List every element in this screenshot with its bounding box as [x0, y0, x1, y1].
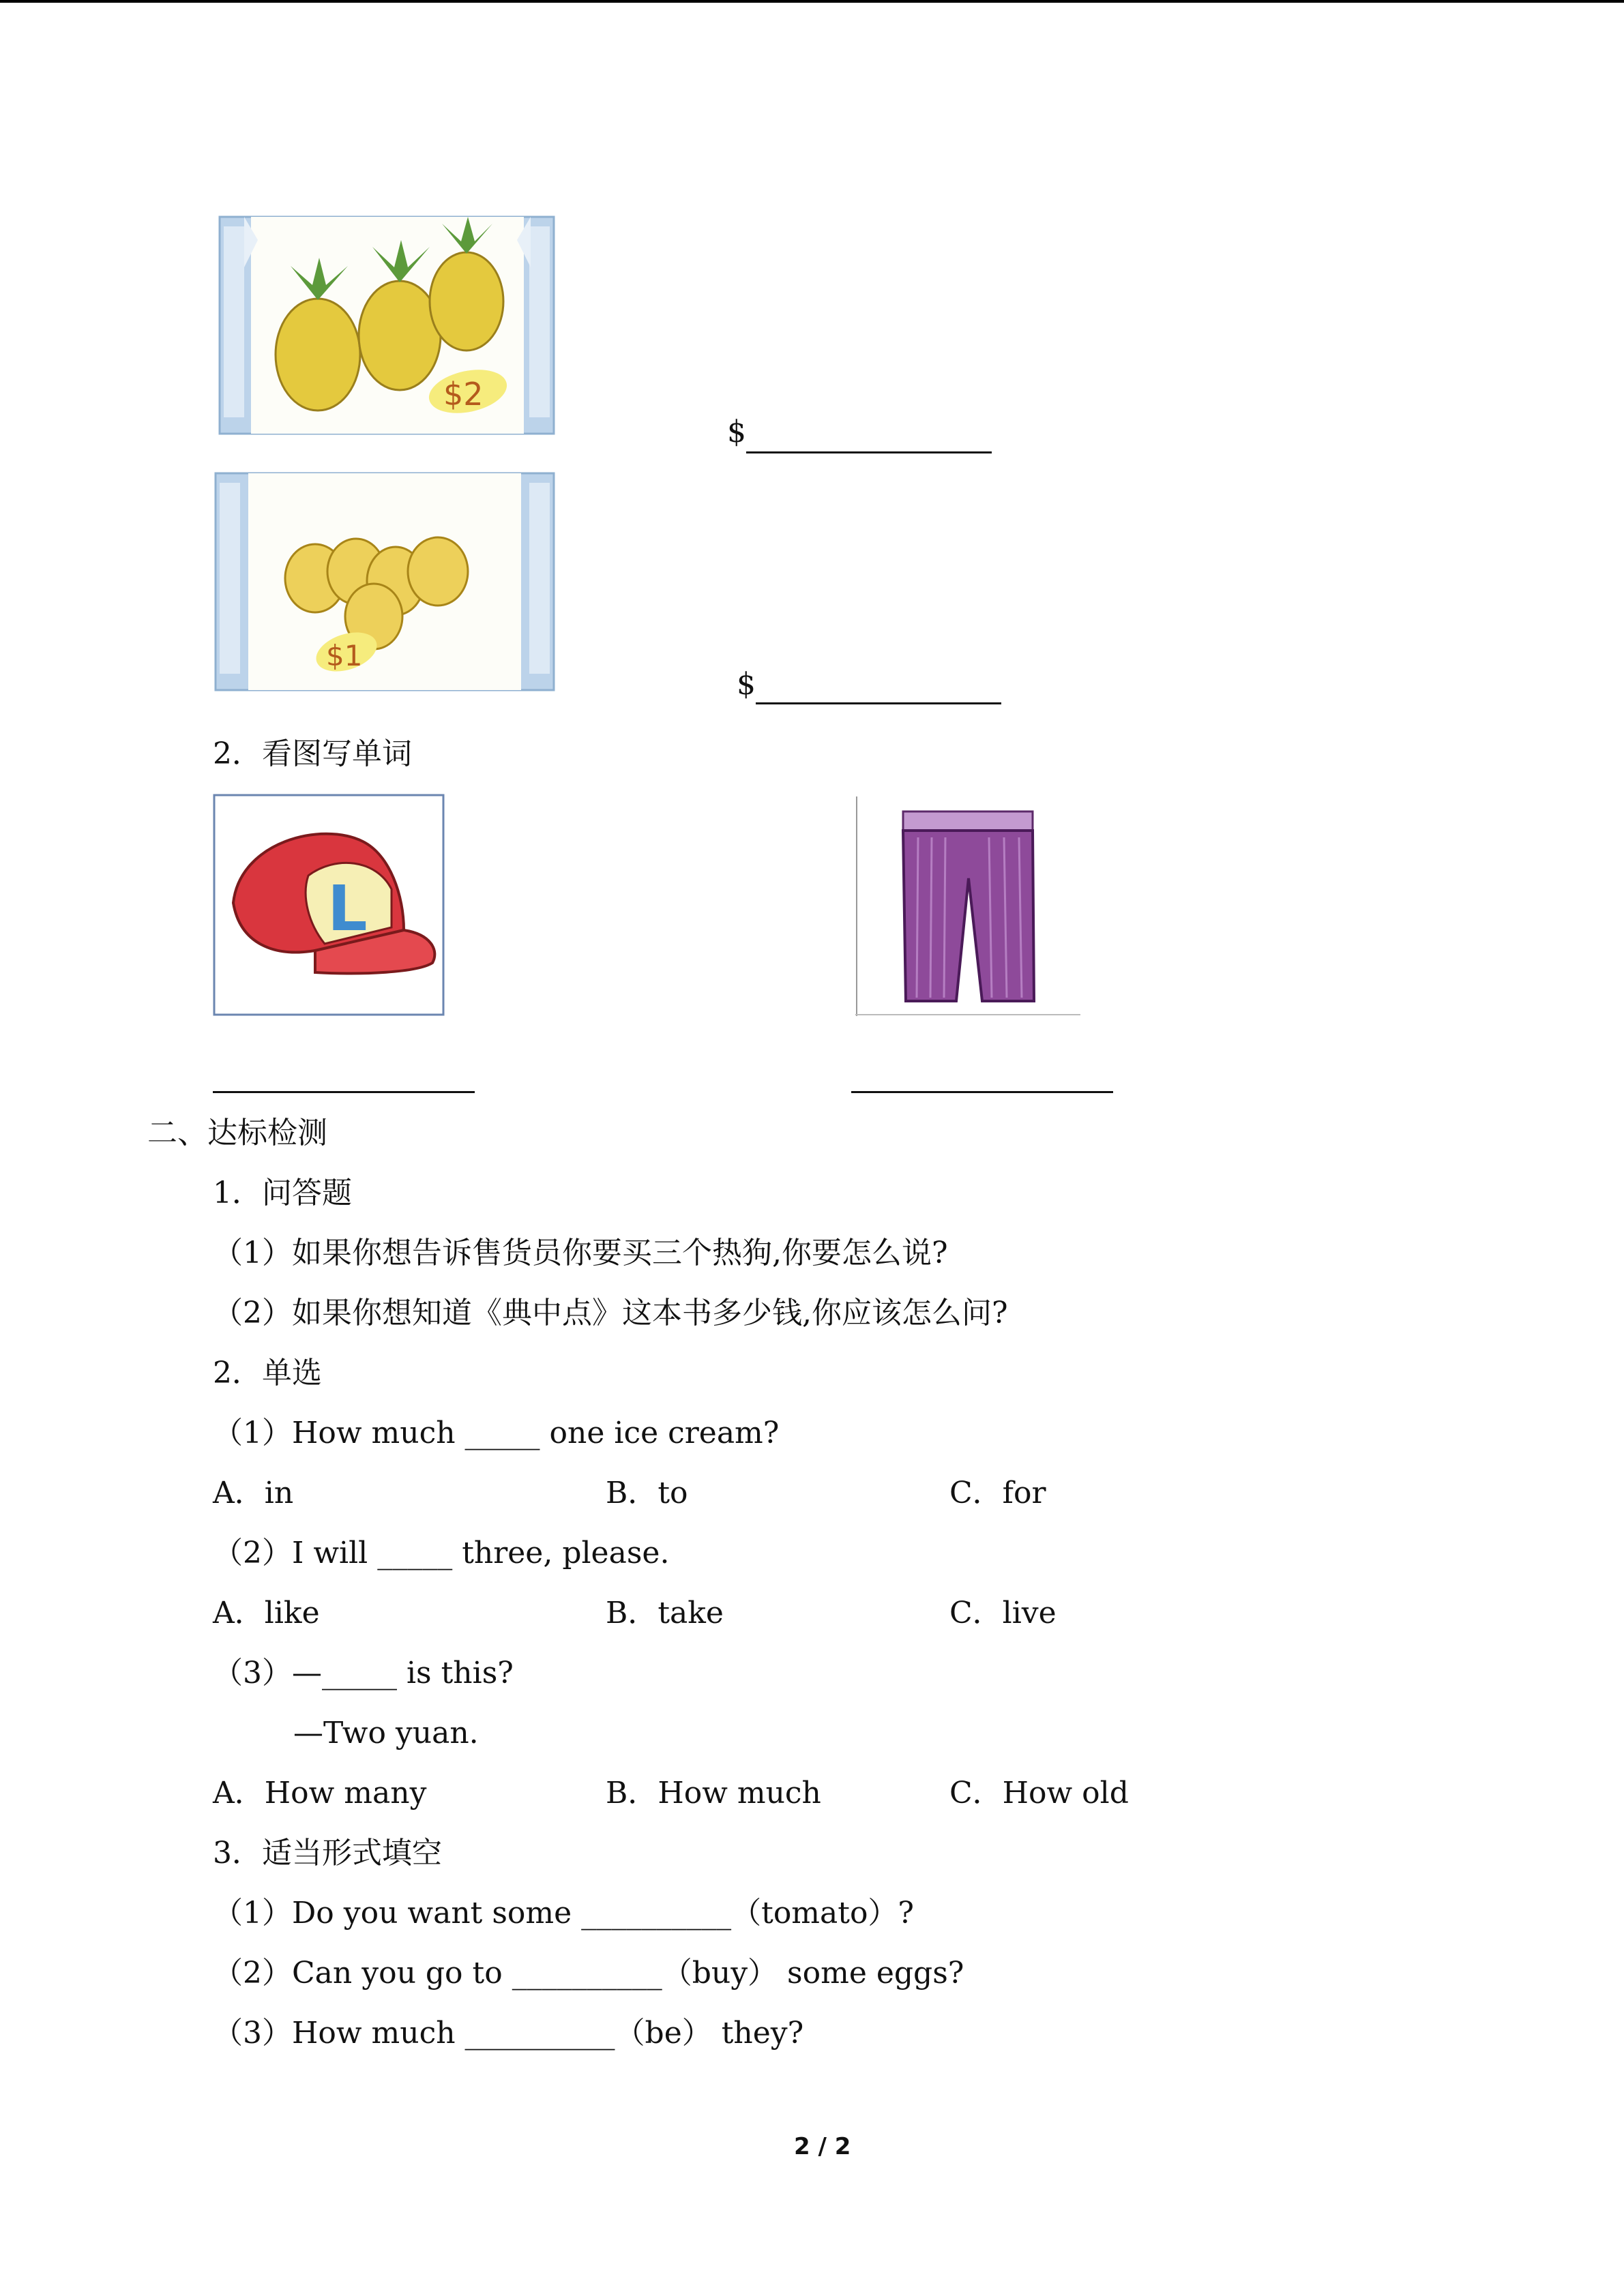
option-b[interactable]: B．take: [606, 1596, 724, 1630]
answer-blank[interactable]: [851, 1091, 1113, 1093]
answer-blank[interactable]: [756, 702, 1001, 704]
answer-blank[interactable]: [746, 451, 992, 453]
page-number: 2 / 2: [794, 2133, 851, 2160]
option-b[interactable]: B．How much: [606, 1776, 821, 1810]
answer-blank[interactable]: [213, 1091, 475, 1093]
option-b[interactable]: B．to: [606, 1476, 688, 1510]
pants-icon: [855, 796, 1080, 1016]
cap-icon: [213, 794, 445, 1016]
option-a[interactable]: A．How many: [213, 1776, 427, 1810]
section-title: 二、达标检测: [147, 1116, 327, 1150]
question-title: 3．适当形式填空: [213, 1836, 442, 1870]
fill-item: （1）Do you want some __________（tomato）?: [213, 1896, 915, 1930]
currency-sign: $: [737, 667, 756, 702]
question-item: （1）如果你想告诉售货员你要买三个热狗,你要怎么说?: [213, 1236, 948, 1270]
question-title: 1．问答题: [213, 1176, 352, 1210]
price-tag-label: $2: [443, 376, 484, 413]
price-tag-label: $1: [326, 639, 363, 672]
top-border: [0, 0, 1624, 3]
option-c[interactable]: C．for: [949, 1476, 1046, 1510]
option-a[interactable]: A．like: [213, 1596, 320, 1630]
cap-letter: L: [327, 872, 368, 945]
question-item: （2）如果你想知道《典中点》这本书多少钱,你应该怎么问?: [213, 1296, 1008, 1330]
option-c[interactable]: C．How old: [949, 1776, 1129, 1810]
dialogue-answer: —Two yuan.: [293, 1716, 479, 1750]
currency-sign: $: [727, 415, 746, 449]
pears-price-card: [213, 469, 559, 694]
question-stem: （3）—_____ is this?: [213, 1656, 514, 1690]
option-c[interactable]: C．live: [949, 1596, 1057, 1630]
pineapples-price-card: [217, 213, 558, 438]
option-a[interactable]: A．in: [213, 1476, 294, 1510]
question-title: 2．单选: [213, 1356, 322, 1390]
fill-item: （3）How much __________（be） they?: [213, 2016, 804, 2051]
question-stem: （2）I will _____ three, please.: [213, 1536, 670, 1570]
question-stem: （1）How much _____ one ice cream?: [213, 1416, 780, 1450]
fill-item: （2）Can you go to __________（buy） some eggs?: [213, 1956, 964, 1991]
question-title: 2．看图写单词: [213, 736, 412, 771]
